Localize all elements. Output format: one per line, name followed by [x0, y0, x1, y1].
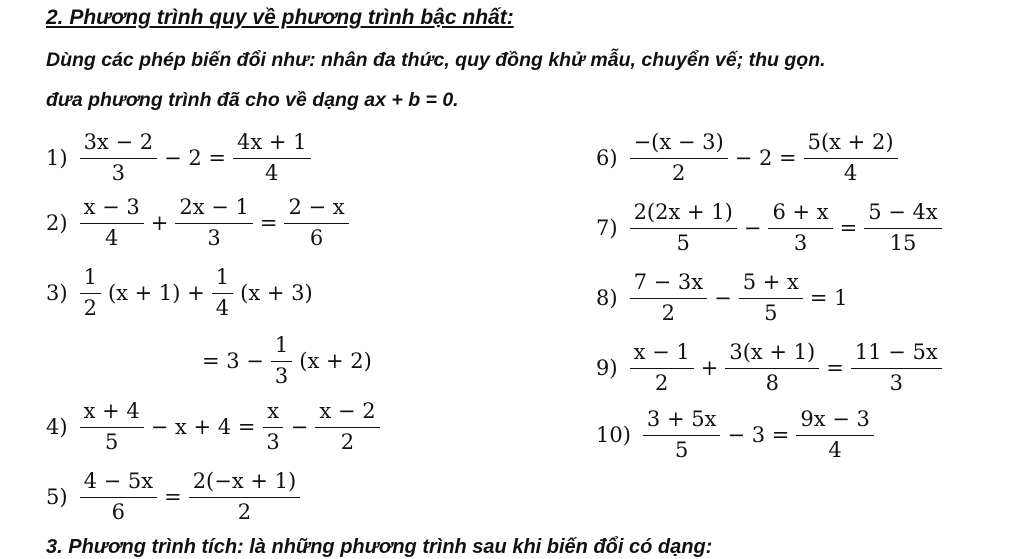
fraction	[284, 196, 348, 249]
operator: +	[150, 211, 169, 235]
fraction	[643, 408, 721, 461]
operator: − 3 =	[727, 423, 790, 447]
operator: (x + 3)	[240, 281, 313, 305]
equation-number: 8)	[596, 286, 618, 310]
fraction	[739, 271, 803, 324]
denominator: 3	[111, 160, 125, 185]
numerator: 1	[212, 266, 233, 293]
equation-number: 4)	[46, 415, 68, 439]
fraction	[796, 408, 874, 461]
denominator: 5	[764, 300, 778, 325]
operator: − 2 =	[734, 146, 797, 170]
numerator: 3x − 2	[80, 131, 158, 158]
numerator: 2(−x + 1)	[189, 470, 301, 497]
equation-number: 1)	[46, 146, 68, 170]
fraction	[630, 201, 737, 254]
denominator: 3	[266, 429, 280, 454]
denominator: 4	[828, 437, 842, 462]
numerator: 11 − 5x	[851, 341, 942, 368]
denominator: 3	[889, 370, 903, 395]
equation-2	[46, 188, 352, 258]
denominator: 6	[309, 225, 324, 250]
denominator: 2	[83, 295, 97, 320]
fraction	[768, 201, 832, 254]
operator: (x + 2)	[299, 349, 372, 373]
equation-5	[46, 462, 303, 532]
intro-text-line-1: Dùng các phép biến đổi như: nhân đa thức, quy đồng khử mẫu, chuyển vế; thu gọn.	[46, 49, 826, 71]
numerator: 3(x + 1)	[725, 341, 819, 368]
denominator: 3	[793, 230, 808, 255]
operator: − x + 4 =	[150, 415, 256, 439]
denominator: 4	[843, 160, 858, 185]
numerator: x − 2	[315, 400, 379, 427]
operator: −	[743, 216, 762, 240]
next-section-heading-cut-off: 3. Phương trình tích: là những phương trình sau khi biến đổi có dạng:	[46, 536, 713, 558]
fraction	[630, 131, 728, 184]
denominator: 15	[889, 230, 917, 255]
denominator: 8	[765, 370, 779, 395]
fraction	[864, 201, 942, 254]
numerator: 1	[271, 334, 292, 361]
numerator: 5 + x	[739, 271, 803, 298]
denominator: 2	[237, 499, 252, 524]
fraction	[80, 470, 158, 523]
equation-3-continuation	[198, 326, 376, 396]
operator: =	[826, 356, 844, 380]
fraction	[262, 400, 283, 453]
operator: =	[259, 211, 278, 235]
denominator: 6	[111, 499, 125, 524]
equation-number: 7)	[596, 216, 618, 240]
intro-text-line-2: đưa phương trình đã cho về dạng ax + b = 0.	[46, 89, 459, 111]
fraction	[175, 196, 253, 249]
fraction	[80, 266, 101, 319]
numerator: 7 − 3x	[630, 271, 708, 298]
numerator: 5 − 4x	[864, 201, 942, 228]
section-heading: 2. Phương trình quy về phương trình bậc nhất:	[46, 6, 514, 29]
numerator: 9x − 3	[796, 408, 874, 435]
numerator: x − 1	[630, 341, 694, 368]
fraction	[212, 266, 233, 319]
denominator: 2	[654, 370, 669, 395]
numerator: 2(2x + 1)	[630, 201, 737, 228]
numerator: 2x − 1	[175, 196, 253, 223]
operator: =	[839, 216, 858, 240]
denominator: 5	[674, 437, 689, 462]
denominator: 5	[676, 230, 690, 255]
equation-8	[596, 263, 851, 333]
fraction	[851, 341, 942, 394]
numerator: 4x + 1	[233, 131, 311, 158]
operator: −	[290, 415, 309, 439]
fraction	[725, 341, 819, 394]
operator: −	[714, 286, 732, 310]
denominator: 3	[274, 363, 289, 388]
fraction	[233, 131, 311, 184]
fraction	[189, 470, 301, 523]
operator: − 2 =	[164, 146, 226, 170]
fraction	[80, 131, 158, 184]
numerator: x − 3	[80, 196, 144, 223]
equation-9	[596, 333, 945, 403]
numerator: x	[263, 400, 283, 427]
fraction	[804, 131, 898, 184]
equation-number: 6)	[596, 146, 618, 170]
denominator: 4	[104, 225, 119, 250]
equation-number: 9)	[596, 356, 618, 380]
denominator: 2	[661, 300, 675, 325]
equation-3	[46, 258, 317, 328]
fraction	[630, 341, 694, 394]
numerator: 1	[80, 266, 101, 293]
numerator: 6 + x	[768, 201, 832, 228]
equation-7	[596, 193, 945, 263]
denominator: 2	[671, 160, 686, 185]
fraction	[271, 334, 292, 387]
operator: = 1	[809, 286, 848, 310]
equation-number: 2)	[46, 211, 68, 235]
fraction	[80, 400, 144, 453]
denominator: 4	[265, 160, 279, 185]
denominator: 5	[104, 429, 119, 454]
operator: (x + 1) +	[107, 281, 205, 305]
equation-number: 3)	[46, 281, 68, 305]
equation-6	[596, 123, 901, 193]
equation-1	[46, 123, 314, 193]
numerator: x + 4	[80, 400, 144, 427]
numerator: −(x − 3)	[630, 131, 728, 158]
numerator: 5(x + 2)	[804, 131, 898, 158]
numerator: 3 + 5x	[643, 408, 721, 435]
equation-number: 10)	[596, 423, 631, 447]
operator: +	[700, 356, 719, 380]
equation-number: 5)	[46, 485, 68, 509]
numerator: 2 − x	[284, 196, 348, 223]
equation-4	[46, 392, 383, 462]
fraction	[630, 271, 708, 324]
numerator: 4 − 5x	[80, 470, 158, 497]
denominator: 3	[207, 225, 221, 250]
equation-10	[596, 400, 877, 470]
denominator: 4	[215, 295, 230, 320]
fraction	[315, 400, 379, 453]
denominator: 2	[340, 429, 355, 454]
operator: =	[164, 485, 182, 509]
operator: = 3 −	[202, 349, 264, 373]
fraction	[80, 196, 144, 249]
